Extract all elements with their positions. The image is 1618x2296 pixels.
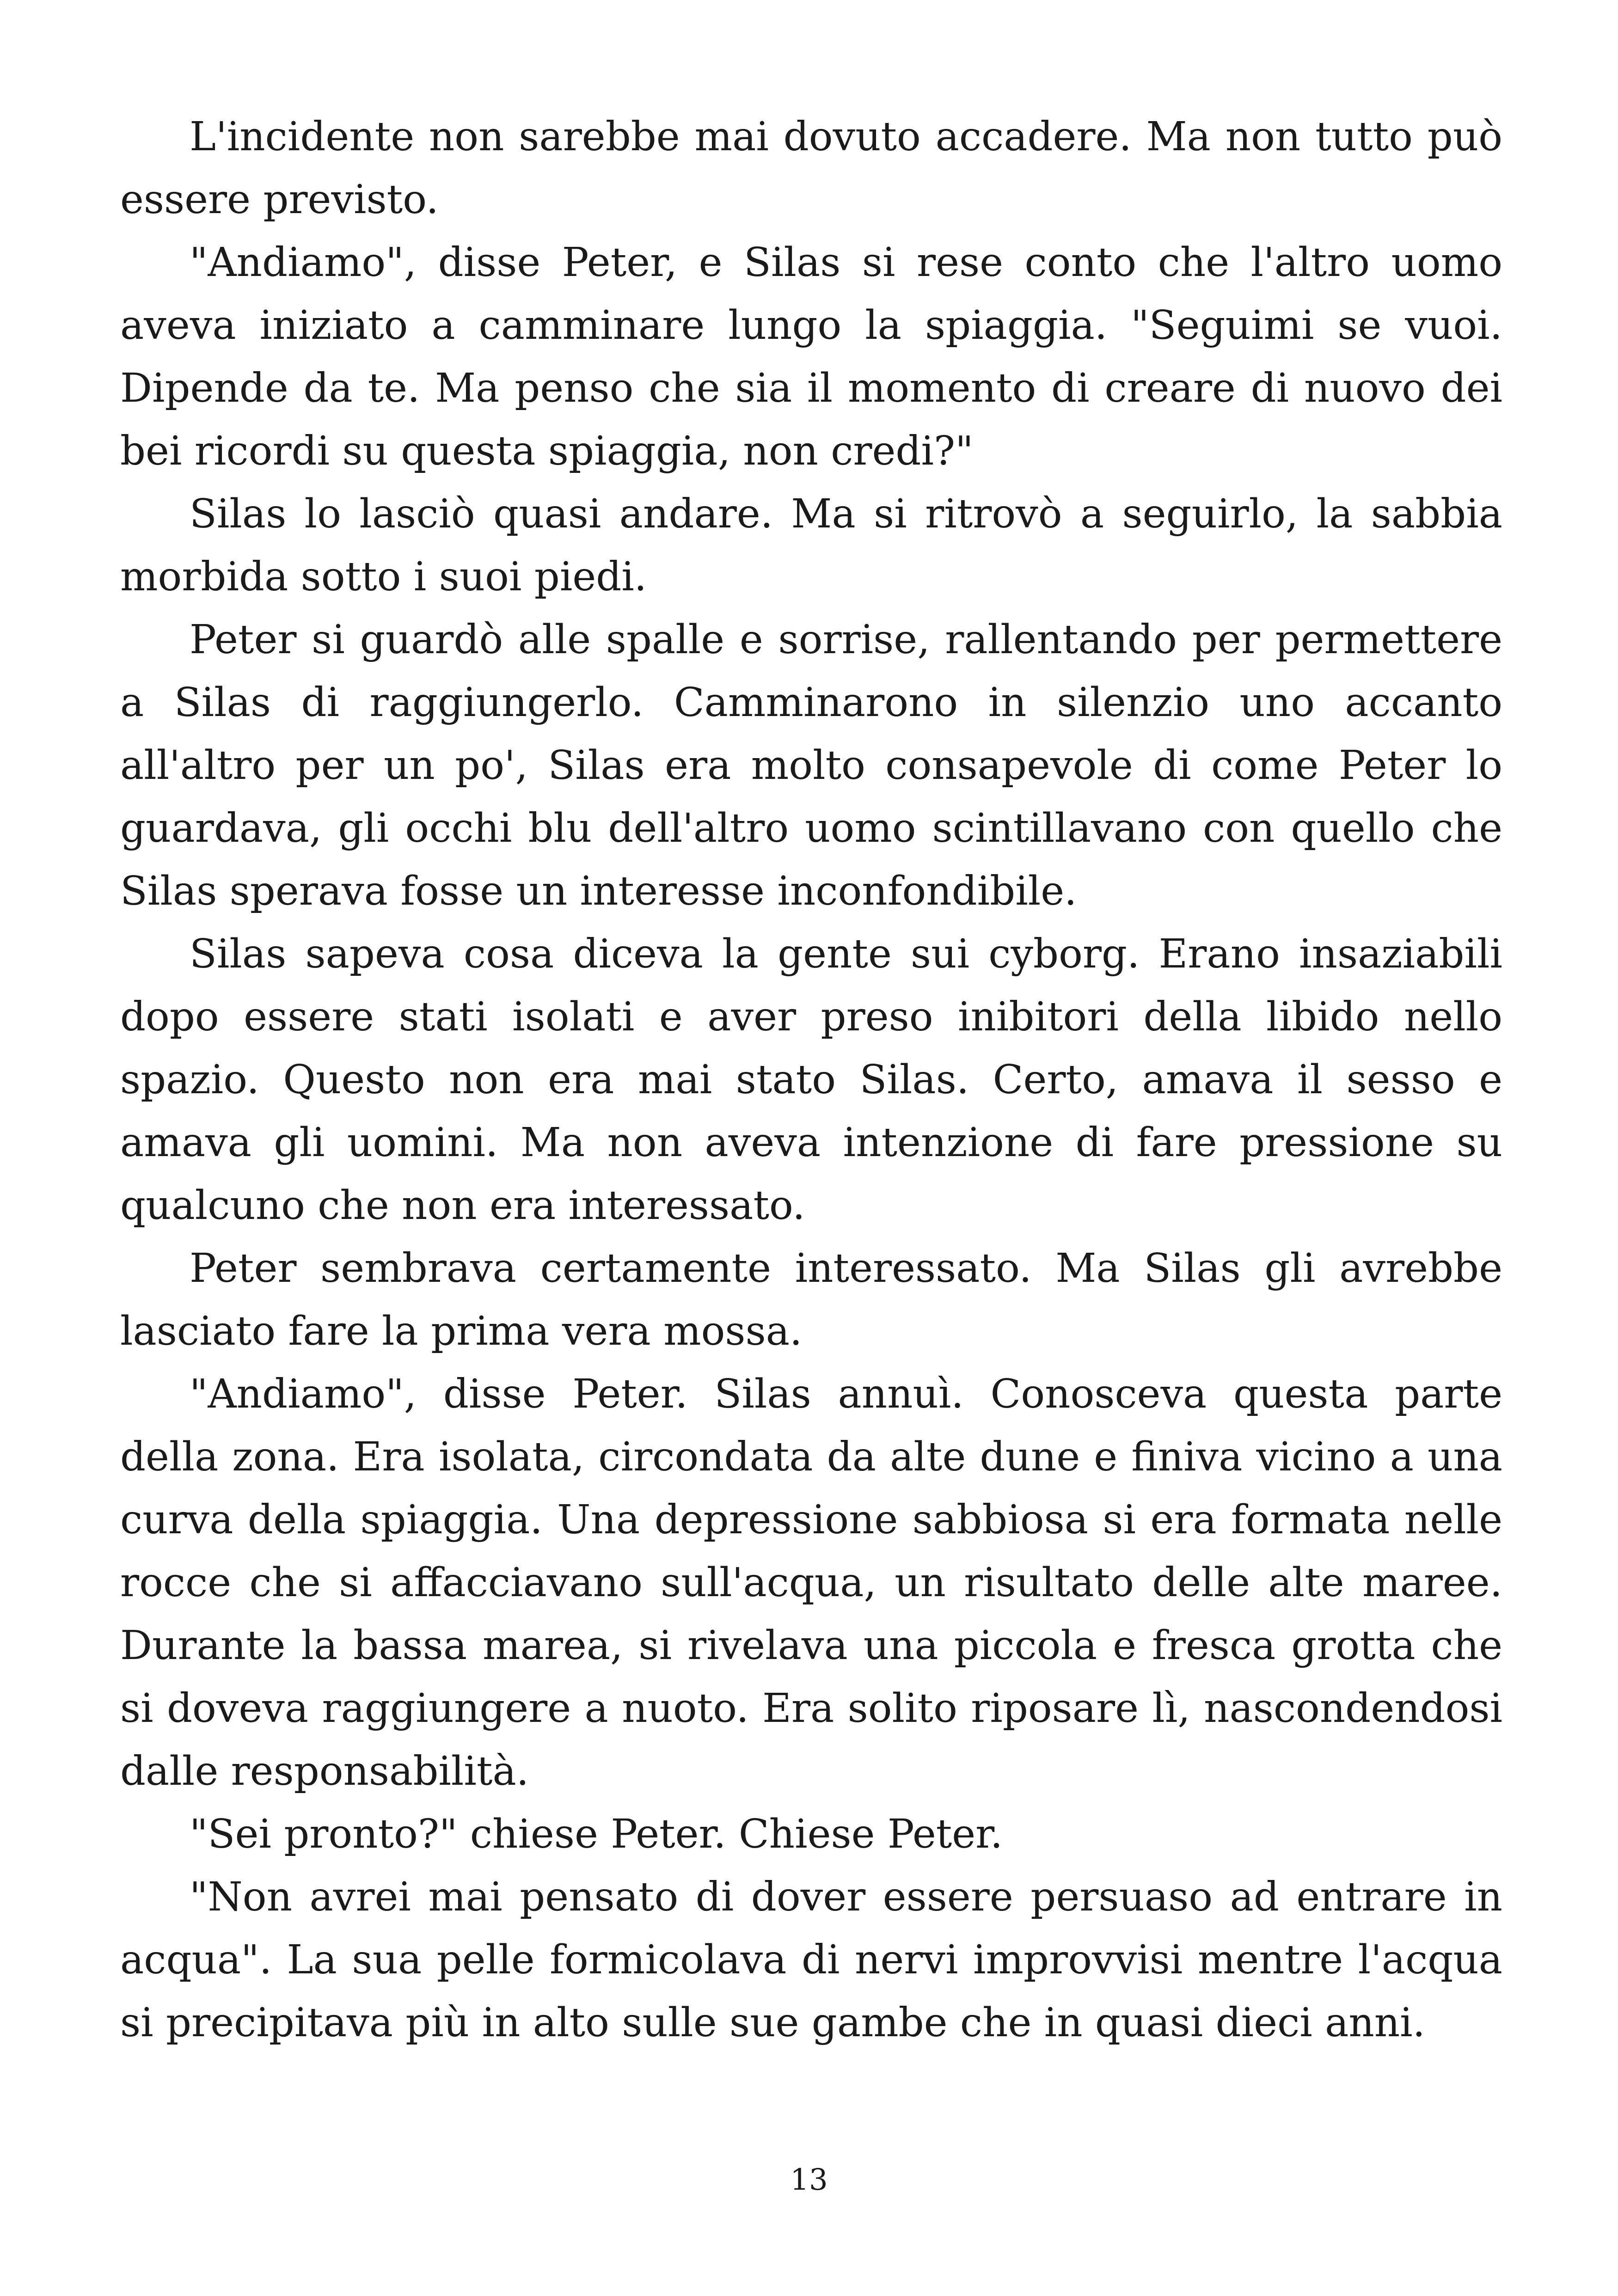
- body-text: [120, 105, 1502, 2054]
- page-number: 13: [790, 2163, 828, 2197]
- paragraph: "Non avrei mai pensato di dover essere persuaso ad entrare in acqua". La sua pelle formicolava di nervi improvvisi mentre l'acqua si precipitava più in alto sulle sue gambe che in quasi dieci anni.: [120, 1874, 1502, 2046]
- paragraph: L'incidente non sarebbe mai dovuto accadere. Ma non tutto può essere previsto.: [120, 114, 1502, 223]
- paragraph: Silas lo lasciò quasi andare. Ma si ritrovò a seguirlo, la sabbia morbida sotto i suoi piedi.: [120, 491, 1502, 600]
- paragraph: Peter si guardò alle spalle e sorrise, rallentando per permettere a Silas di raggiungerlo. Camminarono in silenzio uno accanto all'altro per un po', Silas era molto consapevole di come Peter lo guardava, gli occhi blu dell'altro uomo scintillavano con quello che Silas sperava fosse un interesse inconfondibile.: [120, 617, 1502, 914]
- paragraph: "Sei pronto?" chiese Peter. Chiese Peter.: [190, 1811, 1003, 1857]
- paragraph: Silas sapeva cosa diceva la gente sui cyborg. Erano insaziabili dopo essere stati isolati e aver preso inibitori della libido nello spazio. Questo non era mai stato Silas. Certo, amava il sesso e amava gli uomini. Ma non aveva intenzione di fare pressione su qualcuno che non era interessato.: [120, 931, 1502, 1229]
- paragraph: "Andiamo", disse Peter. Silas annuì. Conosceva questa parte della zona. Era isolata, circondata da alte dune e finiva vicino a una curva della spiaggia. Una depressione sabbiosa si era formata nelle rocce che si affacciavano sull'acqua, un risultato delle alte maree. Durante la bassa marea, si rivelava una piccola e fresca grotta che si doveva raggiungere a nuoto. Era solito riposare lì, nascondendosi dalle responsabilità.: [120, 1371, 1502, 1794]
- paragraph: "Andiamo", disse Peter, e Silas si rese conto che l'altro uomo aveva iniziato a camminare lungo la spiaggia. "Seguimi se vuoi. Dipende da te. Ma penso che sia il momento di creare di nuovo dei bei ricordi su questa spiaggia, non credi?": [120, 239, 1502, 474]
- paragraph: Peter sembrava certamente interessato. Ma Silas gli avrebbe lasciato fare la prima vera mossa.: [120, 1245, 1502, 1354]
